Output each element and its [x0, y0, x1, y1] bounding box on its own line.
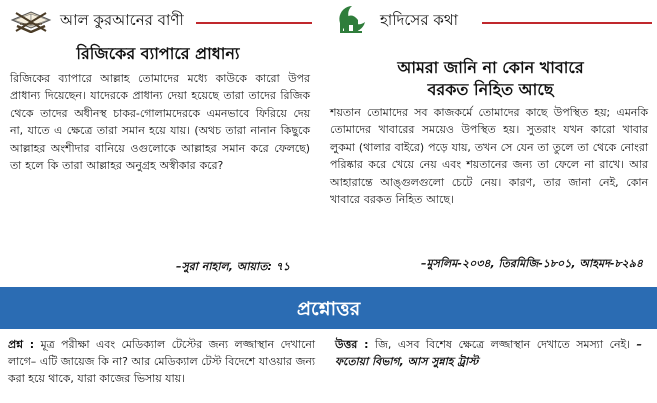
quran-book-icon	[8, 3, 54, 37]
hadith-header-title: হাদিসের কথা	[380, 11, 458, 29]
quran-article-title: রিজিকের ব্যাপারে প্রাধান্য	[76, 44, 240, 63]
answer-text: জি, এসব বিশেষ ক্ষেত্রে লজ্জাস্থান দেখাতে সমস্যা নেই।	[375, 338, 630, 351]
question-label: প্রশ্ন :	[8, 338, 35, 351]
qa-banner	[0, 287, 657, 329]
mosque-crescent-icon	[336, 4, 368, 38]
hadith-section-header	[324, 0, 657, 34]
hadith-reference: –মুসলিম-২০৩৪, তিরমিজি-১৮০১, আহমদ-৮২৯৪	[421, 257, 643, 270]
hadith-column	[324, 0, 657, 270]
answer-credit: –ফতোয়া বিভাগ, আস সুন্নাহ ট্রাস্ট	[335, 338, 642, 368]
hadith-article-body: শয়তান তোমাদের সব কাজকর্মে তোমাদের কাছে উপস্থিত হয়; এমনকি তোমাদের খাবারের সময়েও উপস্থিত হয়। সুতরাং যখন কারো খাবার লুকমা (থালার বাইরে) পড়ে যায়, তখন সে যেন তা তুলে তা থেকে নোংরা পরিষ্কার করে খেয়ে নেয় এবং শয়তানের জন্য তা ফেলে না রাখে। আর আহারান্তে আঙ্গুলগুলো চেটে নেয়। কারণ, তার জানা নেই, কোন খাবারে বরকত নিহিত আছে।	[330, 106, 648, 207]
hadith-article-title-line1: আমরা জানি না কোন খাবারে	[397, 58, 584, 77]
hadith-article-title-line2: বরকত নিহিত আছে	[427, 80, 554, 99]
quran-header-title: আল কুরআনের বাণী	[60, 11, 184, 29]
qa-question	[8, 336, 642, 402]
answer-label: উত্তর :	[335, 338, 369, 351]
quran-section-header	[0, 0, 316, 34]
quran-article-body: রিজিকের ব্যাপারে আল্লাহ তোমাদের মধ্যে কাউকে কারো উপর প্রাধান্য দিয়েছেন। যাদেরকে প্রাধান্য দেয়া হয়েছে তারা তাদের রিজিক থেকে তাদের অধীনস্থ চাকর-গোলামদেরকে এমনভাবে ফিরিয়ে দেয় না, যাতে এ ক্ষেত্রে তারা সমান হয়ে যায়। (অথচ তারা নানান কিছুকে আল্লাহর অংশীদার বানিয়ে ওগুলোকে আল্লাহর সমান করে ফেলছে) তা হলে কি তারা আল্লাহর অনুগ্রহ অস্বীকার করে?	[10, 72, 310, 173]
hadith-header-rule	[482, 22, 652, 24]
quran-reference: –সুরা নাহাল, আয়াত: ৭১	[175, 260, 290, 273]
quran-header-rule	[196, 22, 312, 24]
quran-column	[0, 0, 316, 273]
question-text: মূত্র পরীক্ষা এবং মেডিক্যাল টেস্টের জন্য লজ্জাস্থান দেখানো লাগে– এটি জায়েজ কি না? আর মেডিক্যাল টেস্ট বিদেশে যাওয়ার জন্য করা হয়ে থাকে, যারা কাজের ভিসায় যায়।	[8, 338, 315, 385]
qa-banner-title: প্রশ্নোত্তর	[296, 298, 361, 320]
